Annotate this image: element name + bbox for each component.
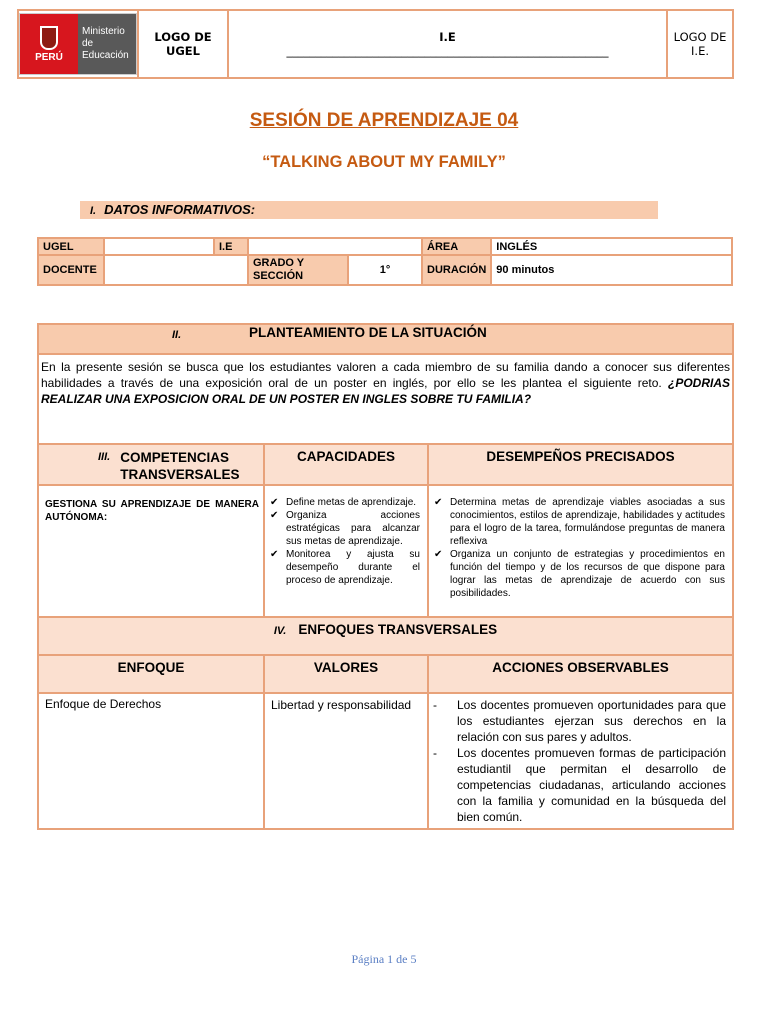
info-table xyxy=(37,237,733,286)
acciones-cell xyxy=(428,693,733,829)
logo-ugel-text: LOGO DE UGEL xyxy=(154,30,212,58)
session-title: SESIÓN DE APRENDIZAJE 04 xyxy=(249,110,519,131)
list-item: - Los docentes promueven formas de participación estudiantil que permitan el desarrollo de competencias ciudadanas, articulando acciones con la familia y comunidad en la búsqueda del bien común. xyxy=(433,746,726,824)
acciones-list xyxy=(429,697,732,825)
check-icon: ✔ xyxy=(270,497,279,508)
situation-text: En la presente sesión se busca que los estudiantes valoren a cada miembro de su familia dando a conocer sus diferentes habilidades a través de una exposición oral de un poster en inglés, por ello se les plantea el siguiente reto. xyxy=(41,360,730,390)
ie-label: I.E xyxy=(439,30,456,44)
section-datos-title: DATOS INFORMATIVOS: xyxy=(104,202,256,217)
situation-box xyxy=(37,323,734,455)
capacidades-cell xyxy=(264,485,428,617)
competencies-table xyxy=(37,443,734,830)
dash-icon: - xyxy=(433,746,437,760)
valores-col-title: VALORES xyxy=(313,660,379,675)
minedu-logo xyxy=(19,13,137,75)
enfoques-header xyxy=(38,617,733,655)
situation-header xyxy=(39,325,732,355)
check-icon: ✔ xyxy=(270,549,279,560)
valores-text: Libertad y responsabilidad xyxy=(271,698,412,712)
page-number: Página 1 de 5 xyxy=(351,952,417,966)
list-item: ✔ Define metas de aprendizaje. xyxy=(270,497,417,508)
competencia-cell xyxy=(38,485,264,617)
section4-num: IV. xyxy=(273,625,287,637)
grado-value: 1° xyxy=(348,255,422,285)
header-table xyxy=(17,9,734,79)
logo-ministry-text: Ministerio de Educación xyxy=(78,14,136,74)
minedu-logo-cell xyxy=(18,10,138,78)
check-icon: ✔ xyxy=(434,549,443,560)
list-item: ✔ Organiza un conjunto de estrategias y procedimientos en función del tiempo y de los recursos de que dispone para lograr las metas de aprendizaje de acuerdo con sus posibilidades. xyxy=(434,549,725,599)
desempenos-cell xyxy=(428,485,733,617)
grado-label: GRADO Y SECCIÓN xyxy=(248,255,348,285)
docente-value xyxy=(104,255,248,285)
logo-ie-text: LOGO DE I.E. xyxy=(673,30,727,58)
enfoque-col-header xyxy=(38,655,264,693)
ugel-label: UGEL xyxy=(38,238,104,255)
capacidades-title: CAPACIDADES xyxy=(296,449,395,464)
area-value: INGLÉS xyxy=(491,238,732,255)
section3-num: III. xyxy=(98,451,111,463)
logo-peru-text: PERÚ xyxy=(35,51,63,63)
list-item: ✔ Organiza acciones estratégicas para alcanzar sus metas de aprendizaje. xyxy=(270,510,420,547)
check-icon: ✔ xyxy=(434,497,443,508)
situation-text-block xyxy=(39,355,732,407)
acciones-col-title: ACCIONES OBSERVABLES xyxy=(492,660,669,675)
duracion-label: DURACIÓN xyxy=(422,255,491,285)
situation-question: ¿PODRIAS REALIZAR UNA EXPOSICION ORAL DE UN POSTER EN INGLES SOBRE TU FAMILIA? xyxy=(41,376,730,406)
capacidades-list xyxy=(266,496,426,587)
competencias-header xyxy=(38,444,264,485)
list-item: - Los docentes promueven oportunidades para que los estudiantes ejerzan sus derechos en la relación con sus pares y adultos. xyxy=(433,698,726,744)
logo-ugel-cell xyxy=(138,10,228,78)
situation-num: II. xyxy=(172,329,182,341)
section-datos-num: I. xyxy=(90,205,97,217)
logo-ie-cell xyxy=(667,10,733,78)
enfoque-cell xyxy=(38,693,264,829)
competencias-title: COMPETENCIAS TRANSVERSALES xyxy=(120,450,240,482)
docente-label: DOCENTE xyxy=(38,255,104,285)
list-item: ✔ Monitorea y ajusta su desempeño durante el proceso de aprendizaje. xyxy=(270,549,420,586)
enfoque-col-title: ENFOQUE xyxy=(117,660,185,675)
list-item: ✔ Determina metas de aprendizaje viables asociadas a sus conocimientos, estilos de aprendizaje, habilidades y actitudes para el logro de la tarea, formulándose preguntas de manera reflexiva xyxy=(434,497,725,547)
check-icon: ✔ xyxy=(270,510,279,521)
ie-cell xyxy=(228,10,667,78)
area-label: ÁREA xyxy=(422,238,491,255)
ie-line: ________________________________________________________ xyxy=(286,44,609,58)
session-subtitle: “TALKING ABOUT MY FAMILY” xyxy=(262,153,506,171)
enfoque-text: Enfoque de Derechos xyxy=(45,697,162,711)
ie-info-label: I.E xyxy=(214,238,248,255)
capacidades-header xyxy=(264,444,428,485)
desempenos-list xyxy=(430,496,731,600)
ie-info-value xyxy=(248,238,422,255)
valores-cell xyxy=(264,693,428,829)
section-datos-header xyxy=(80,201,658,219)
desempenos-header xyxy=(428,444,733,485)
competencia-text: GESTIONA SU APRENDIZAJE DE MANERA AUTÓNOMA: xyxy=(45,499,259,523)
enfoques-title: ENFOQUES TRANSVERSALES xyxy=(298,622,498,637)
ugel-value xyxy=(104,238,214,255)
valores-col-header xyxy=(264,655,428,693)
dash-icon: - xyxy=(433,698,437,712)
situation-title: PLANTEAMIENTO DE LA SITUACIÓN xyxy=(249,325,487,340)
desempenos-title: DESEMPEÑOS PRECISADOS xyxy=(486,449,675,464)
shield-icon xyxy=(40,26,58,50)
acciones-col-header xyxy=(428,655,733,693)
peru-logo-panel xyxy=(20,14,78,74)
duracion-value: 90 minutos xyxy=(491,255,732,285)
